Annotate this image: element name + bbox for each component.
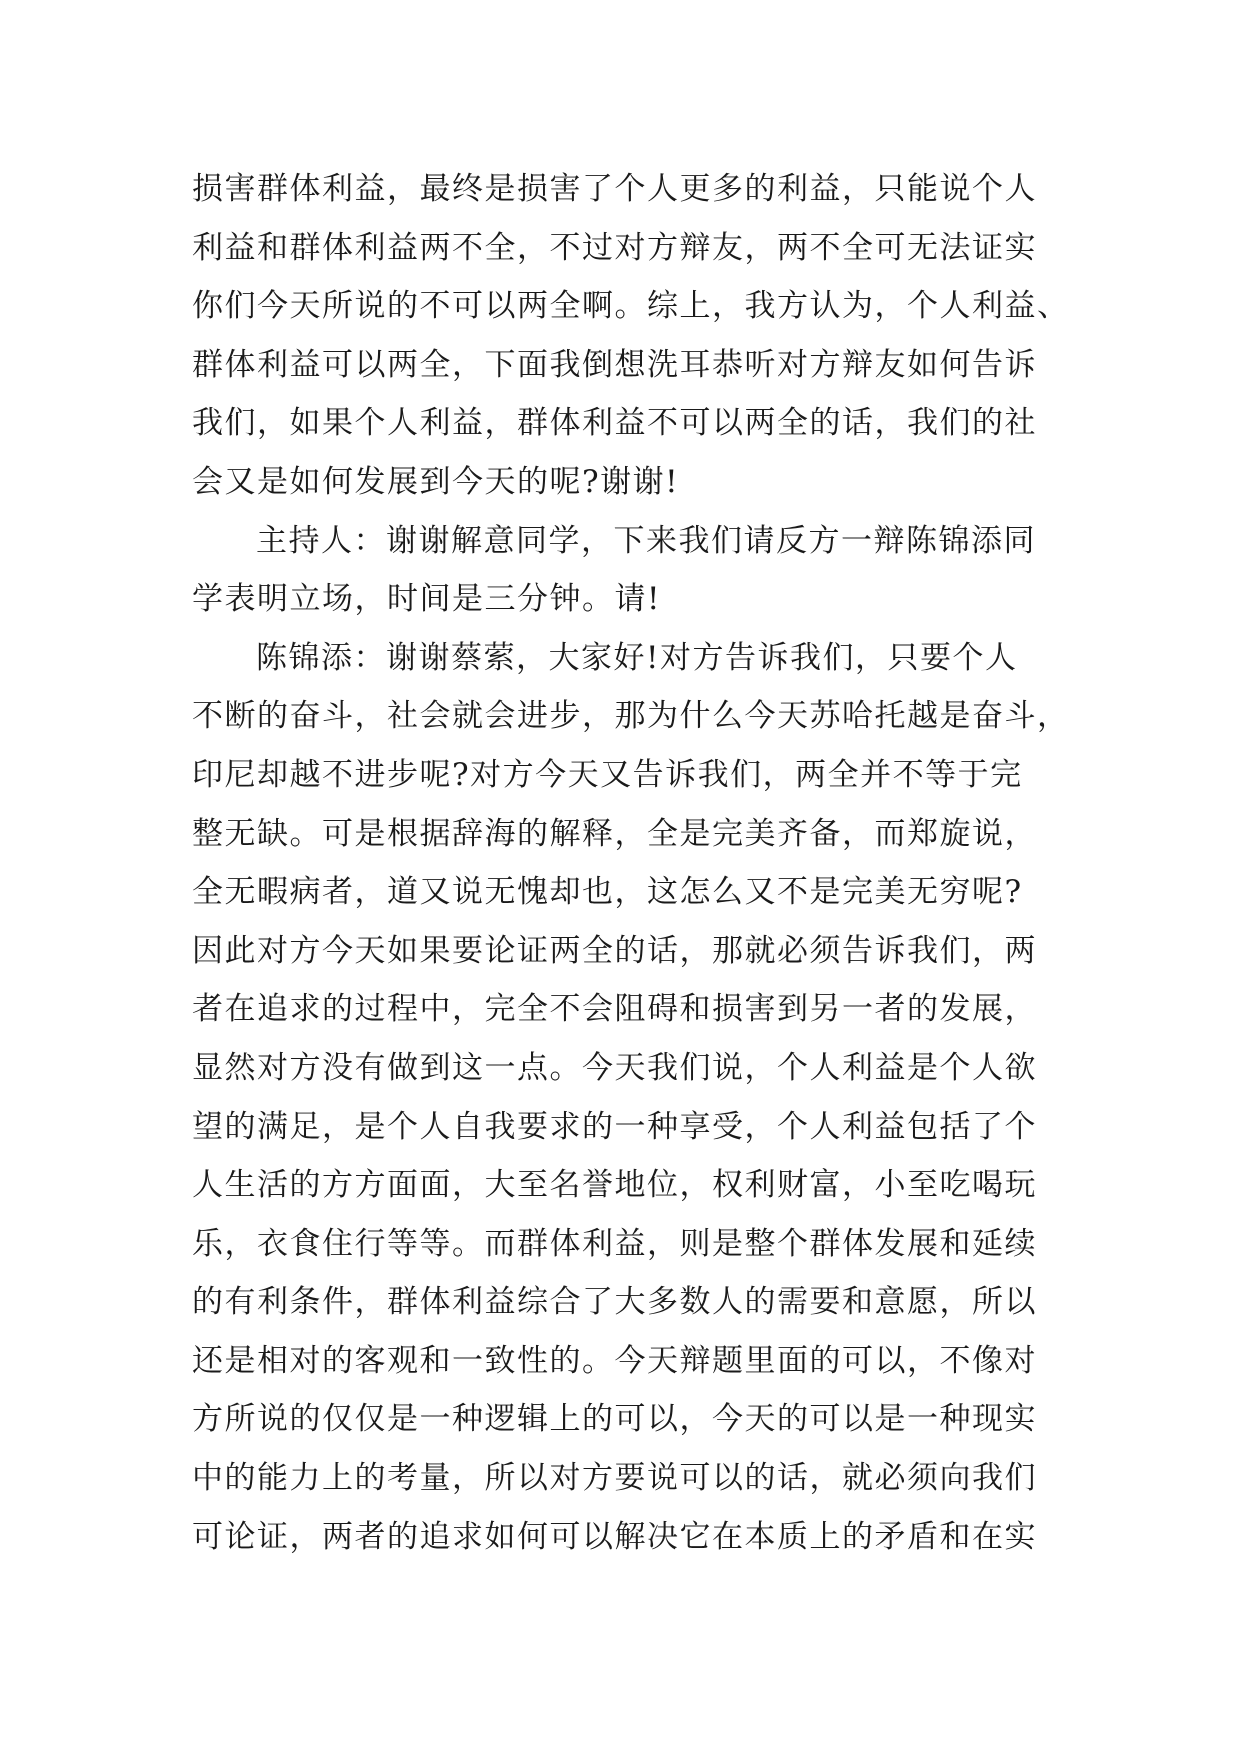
document-body-text <box>192 160 1070 1566</box>
text-line: 中的能力上的考量，所以对方要说可以的话，就必须向我们 <box>192 1460 1037 1497</box>
text-line: 因此对方今天如果要论证两全的话，那就必须告诉我们，两 <box>192 932 1037 969</box>
text-line: 人生活的方方面面，大至名誉地位，权利财富，小至吃喝玩 <box>192 1167 1037 1204</box>
text-line: 你们今天所说的不可以两全啊。综上，我方认为，个人利益、 <box>192 288 1070 325</box>
text-line: 我们，如果个人利益，群体利益不可以两全的话，我们的社 <box>192 405 1037 442</box>
text-line: 不断的奋斗，社会就会进步，那为什么今天苏哈托越是奋斗， <box>192 698 1070 735</box>
text-line: 还是相对的客观和一致性的。今天辩题里面的可以，不像对 <box>192 1342 1037 1379</box>
text-line: 可论证，两者的追求如何可以解决它在本质上的矛盾和在实 <box>192 1518 1037 1555</box>
text-line: 群体利益可以两全，下面我倒想洗耳恭听对方辩友如何告诉 <box>192 346 1037 383</box>
text-line: 陈锦添：谢谢蔡萦，大家好!对方告诉我们，只要个人 <box>256 639 1018 676</box>
text-line: 方所说的仅仅是一种逻辑上的可以，今天的可以是一种现实 <box>192 1401 1037 1438</box>
text-line: 全无暇病者，道又说无愧却也，这怎么又不是完美无穷呢? <box>192 874 1023 911</box>
text-line: 学表明立场，时间是三分钟。请! <box>192 581 661 618</box>
text-line: 印尼却越不进步呢?对方今天又告诉我们，两全并不等于完 <box>192 756 1023 793</box>
text-line: 望的满足，是个人自我要求的一种享受，个人利益包括了个 <box>192 1108 1037 1145</box>
text-line: 乐，衣食住行等等。而群体利益，则是整个群体发展和延续 <box>192 1225 1037 1262</box>
text-line: 利益和群体利益两不全，不过对方辩友，两不全可无法证实 <box>192 229 1037 266</box>
text-line: 者在追求的过程中，完全不会阻碍和损害到另一者的发展， <box>192 991 1037 1028</box>
text-line: 损害群体利益，最终是损害了个人更多的利益，只能说个人 <box>192 171 1037 207</box>
text-line: 的有利条件，群体利益综合了大多数人的需要和意愿，所以 <box>192 1284 1037 1321</box>
text-line: 整无缺。可是根据辞海的解释，全是完美齐备，而郑旋说， <box>192 815 1037 852</box>
text-line: 主持人：谢谢解意同学，下来我们请反方一辩陈锦添同 <box>256 522 1036 559</box>
text-line: 会又是如何发展到今天的呢?谢谢! <box>192 463 680 500</box>
text-line: 显然对方没有做到这一点。今天我们说，个人利益是个人欲 <box>192 1049 1037 1086</box>
